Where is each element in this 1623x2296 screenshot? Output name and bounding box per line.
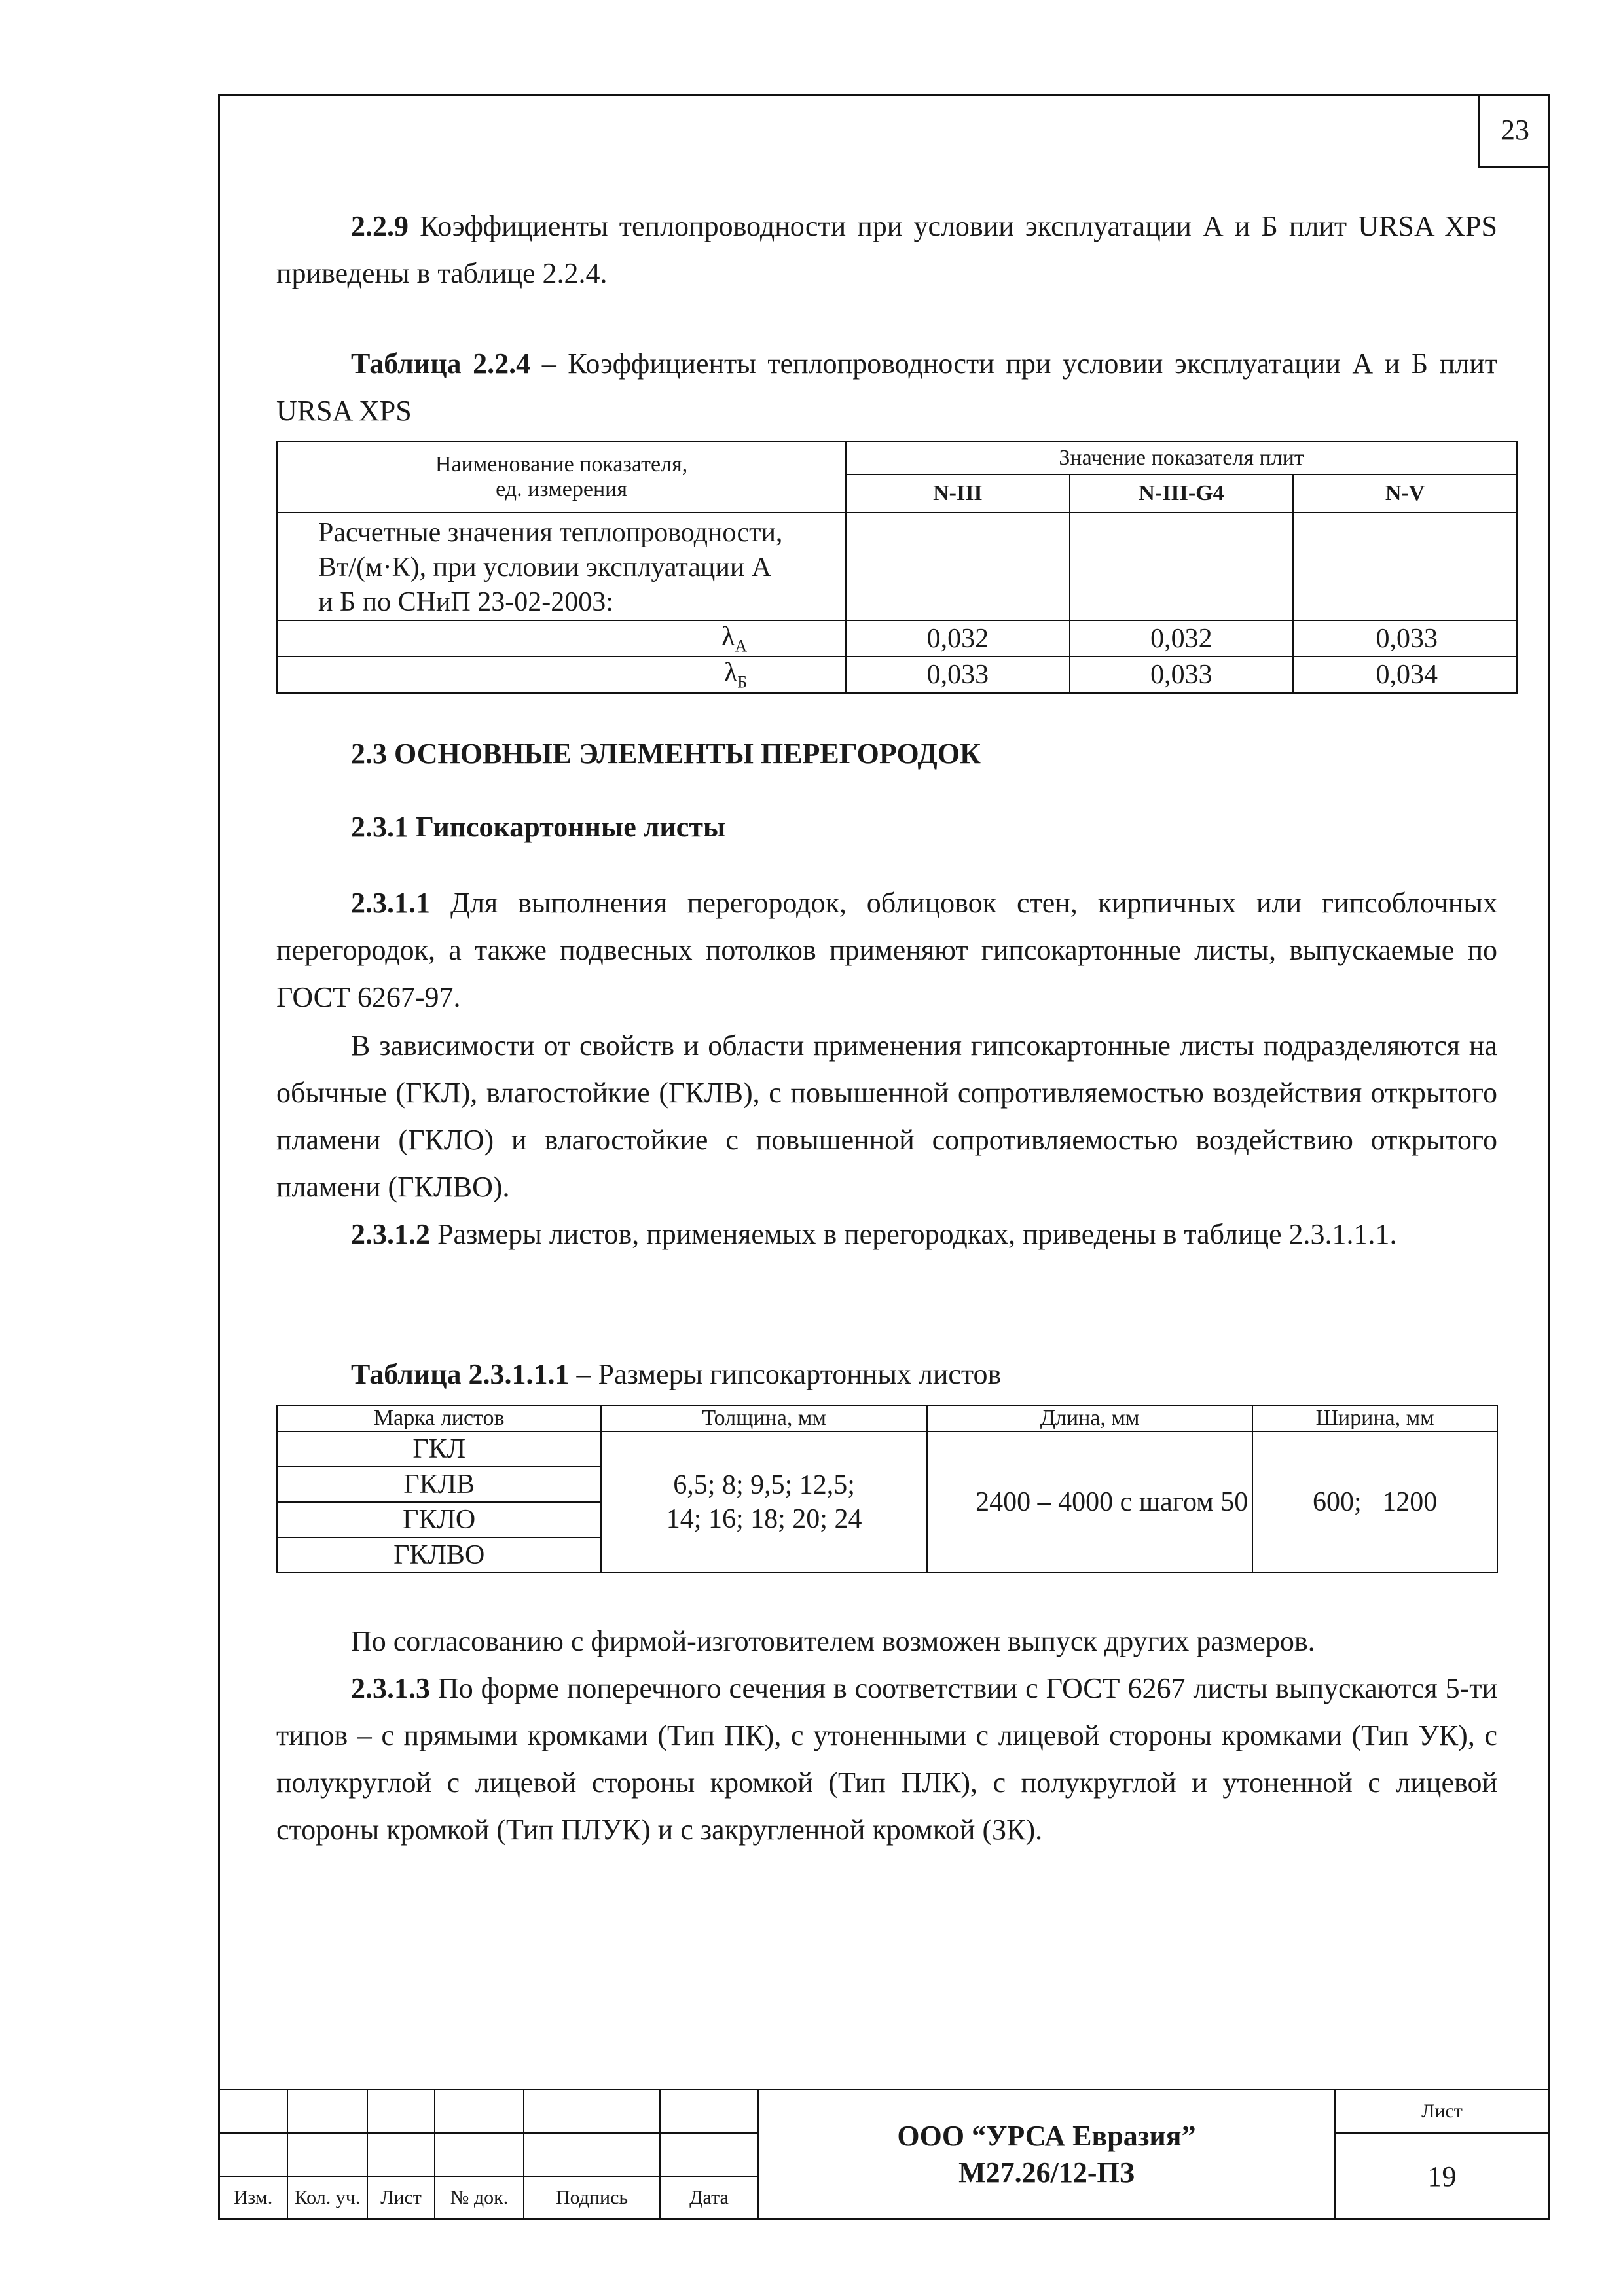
thickness-line: 6,5; 8; 9,5; 12,5; xyxy=(673,1470,855,1500)
lambda-subscript: А xyxy=(735,636,748,656)
table-2-2-4 xyxy=(276,441,1518,694)
title-cell xyxy=(367,2133,435,2176)
empty-cell xyxy=(1293,512,1517,620)
paragraph-types: В зависимости от свойств и области применения гипсокартонные листы подразделяются на обычные (ГКЛ), влагостойкие (ГКЛВ), с повышенной сопротивляемостью воздействия открытого пламени (ГКЛО) и влагостойкие с повышенной сопротивляемостью воздействию открытого пламени (ГКЛВО). xyxy=(276,1030,1497,1203)
header-unit: ед. измерения xyxy=(496,477,627,501)
title-cell xyxy=(287,2090,367,2133)
page-number: 23 xyxy=(1501,113,1529,146)
header-values: Значение показателя плит xyxy=(846,442,1517,475)
thickness-cell xyxy=(601,1431,926,1573)
clause-number: 2.3.1.1 xyxy=(351,887,430,919)
paragraph-2-3-1-3 xyxy=(276,1665,1497,1854)
value-cell: 0,033 xyxy=(1293,620,1517,656)
header-thickness: Толщина, мм xyxy=(601,1405,926,1431)
caption-text: – Размеры гипсокартонных листов xyxy=(569,1358,1002,1390)
document-code: М27.26/12-ПЗ xyxy=(958,2157,1135,2189)
paragraph-text: Размеры листов, применяемых в перегородках, приведены в таблице 2.3.1.1.1. xyxy=(430,1218,1397,1250)
value-cell: 0,033 xyxy=(846,656,1070,692)
value-cell: 0,034 xyxy=(1293,656,1517,692)
title-cell xyxy=(367,2090,435,2133)
mark-cell: ГКЛО xyxy=(277,1502,601,1537)
label-signature: Подпись xyxy=(524,2176,660,2219)
header-width: Ширина, мм xyxy=(1252,1405,1497,1431)
table-label: Таблица 2.2.4 xyxy=(351,348,531,380)
company-cell xyxy=(758,2090,1335,2219)
label-date: Дата xyxy=(660,2176,758,2219)
table-2-3-1-1-1-caption xyxy=(351,1351,1497,1398)
header-indicator xyxy=(277,442,846,512)
thickness-line: 14; 16; 18; 20; 24 xyxy=(666,1504,862,1534)
sheet-label: Лист xyxy=(1335,2090,1549,2133)
paragraph-2-2-9 xyxy=(276,203,1497,297)
header-name: Наименование показателя, xyxy=(435,452,688,476)
sheet-number: 19 xyxy=(1335,2133,1549,2219)
title-cell xyxy=(219,2090,287,2133)
lambda-subscript: Б xyxy=(737,672,748,692)
title-cell xyxy=(524,2090,660,2133)
paragraph-text: Для выполнения перегородок, облицовок стен, кирпичных или гипсоблочных перегородок, а также подвесных потолков применяют гипсокартонные листы, выпускаемые по ГОСТ 6267-97. xyxy=(276,887,1497,1013)
paragraph-2-3-1-2 xyxy=(276,1211,1497,1258)
table-label: Таблица 2.3.1.1.1 xyxy=(351,1358,570,1390)
title-cell xyxy=(219,2133,287,2176)
caption-text: – Коэффициенты теплопроводности при условии эксплуатации А и Б плит URSA XPS xyxy=(276,348,1498,427)
col-n-iii: N-III xyxy=(846,475,1070,512)
table-2-2-4-caption xyxy=(276,340,1497,435)
paragraph-text: По форме поперечного сечения в соответствии с ГОСТ 6267 листы выпускаются 5-ти типов – с прямыми кромками (Тип ПК), с утоненными с лицевой стороны кромками (Тип УК), с полукруглой с лицевой стороны кромкой (Тип ПЛК), с полукруглой и утоненной с лицевой стороны кромкой (Тип ПЛУК) и с закругленной кромкой (ЗК). xyxy=(276,1672,1497,1846)
header-mark: Марка листов xyxy=(277,1405,601,1431)
lambda-symbol: λ xyxy=(721,622,735,652)
clause-number: 2.2.9 xyxy=(351,210,409,242)
mark-cell: ГКЛ xyxy=(277,1431,601,1467)
empty-cell xyxy=(846,512,1070,620)
title-cell xyxy=(660,2090,758,2133)
label-kol-uch: Кол. уч. xyxy=(287,2176,367,2219)
page-number-box xyxy=(1478,94,1550,168)
clause-number: 2.3.1.2 xyxy=(351,1218,430,1250)
paragraph-2-3-1-1 xyxy=(276,880,1497,1021)
header-length: Длина, мм xyxy=(927,1405,1252,1431)
length-cell: 2400 – 4000 с шагом 50 xyxy=(927,1431,1252,1573)
title-cell xyxy=(660,2133,758,2176)
row-label-line: и Б по СНиП 23-02-2003: xyxy=(318,587,613,617)
value-cell: 0,032 xyxy=(846,620,1070,656)
row-label-line: Расчетные значения теплопроводности, xyxy=(318,518,783,548)
width-cell: 600; 1200 xyxy=(1252,1431,1497,1573)
mark-cell: ГКЛВ xyxy=(277,1467,601,1502)
row-label-line: Вт/(м·К), при условии эксплуатации А xyxy=(318,552,772,583)
mark-cell: ГКЛВО xyxy=(277,1537,601,1573)
value-cell: 0,033 xyxy=(1070,656,1294,692)
lambda-symbol: λ xyxy=(723,658,738,689)
clause-number: 2.3.1.3 xyxy=(351,1672,430,1704)
row-label xyxy=(277,512,846,620)
title-block xyxy=(218,2089,1550,2220)
paragraph-text: Коэффициенты теплопроводности при условии эксплуатации А и Б плит URSA XPS приведены в таблице 2.2.4. xyxy=(276,210,1497,289)
title-cell xyxy=(287,2133,367,2176)
company-name: ООО “УРСА Евразия” xyxy=(897,2120,1196,2152)
label-list: Лист xyxy=(367,2176,435,2219)
title-cell xyxy=(524,2133,660,2176)
lambda-b-label xyxy=(277,656,846,692)
lambda-a-label xyxy=(277,620,846,656)
title-cell xyxy=(435,2133,524,2176)
table-2-3-1-1-1 xyxy=(276,1405,1498,1573)
label-izm: Изм. xyxy=(219,2176,287,2219)
paragraph-other-sizes: По согласованию с фирмой-изготовителем возможен выпуск других размеров. xyxy=(351,1625,1315,1657)
title-cell xyxy=(435,2090,524,2133)
label-doc-number: № док. xyxy=(435,2176,524,2219)
section-heading-2-3-1: 2.3.1 Гипсокартонные листы xyxy=(351,811,726,843)
col-n-v: N-V xyxy=(1293,475,1517,512)
value-cell: 0,032 xyxy=(1070,620,1294,656)
empty-cell xyxy=(1070,512,1294,620)
section-heading-2-3: 2.3 ОСНОВНЫЕ ЭЛЕМЕНТЫ ПЕРЕГОРОДОК xyxy=(351,738,981,770)
col-n-iii-g4: N-III-G4 xyxy=(1070,475,1294,512)
